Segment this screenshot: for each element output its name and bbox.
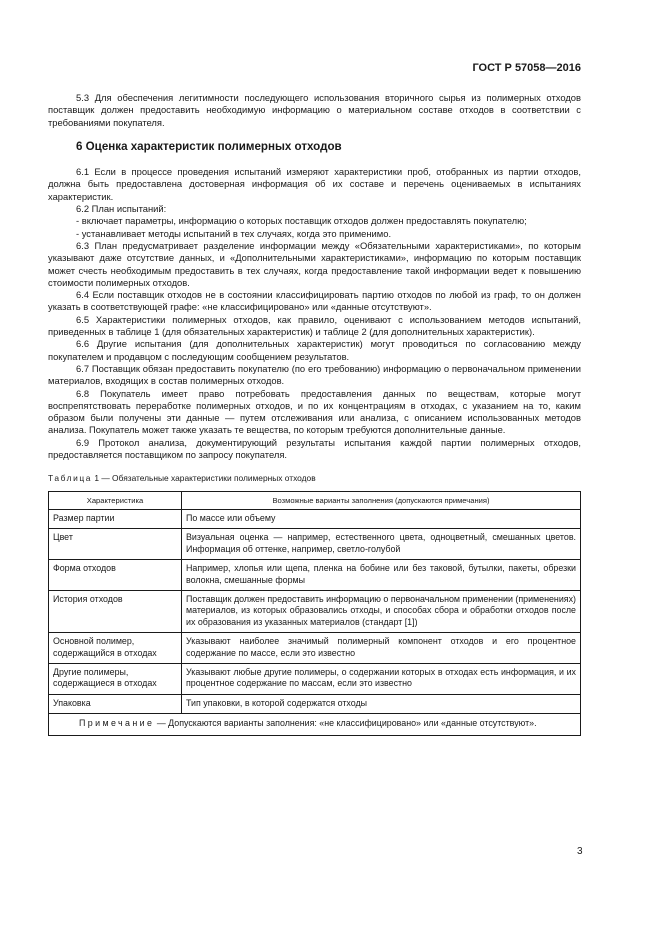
paragraph-6-6: 6.6 Другие испытания (для дополнительных характеристик) могут проводиться по согласованию между покупателем и продавцом с последующим сообщением результатов.: [48, 338, 581, 362]
table-row: [49, 529, 581, 560]
table-caption-text: 1 — Обязательные характеристики полимерных отходов: [94, 473, 316, 484]
table-cell-characteristic: Цвет: [49, 529, 182, 560]
paragraph-6-3: 6.3 План предусматривает разделение информации между «Обязательными характеристиками», по которым указывают даже отсутствие данных, и «Дополнительными характеристиками», информацию по которым поставщик может счесть необходимым предоставить в тех случаях, когда предоставление такой информации ведет к повышению стоимости полимерных отходов.: [48, 239, 581, 288]
table-cell-characteristic: Основной полимер, содержащийся в отходах: [49, 633, 182, 664]
page-number: 3: [577, 846, 583, 857]
table-cell-options: Поставщик должен предоставить информацию о первоначальном применении (применениях) материалов, из которых образовались отходы, и способах сбора и обработки отходов после их образования из указанных материалов (стандарт [1]): [182, 591, 581, 633]
table-note-text: — Допускаются варианты заполнения: «не классифицировано» или «данные отсутствуют».: [154, 718, 537, 729]
table-cell-options: Указывают любые другие полимеры, о содержании которых в отходах есть информация, и их процентное содержание по массам, если это известно: [182, 664, 581, 695]
paragraph-6-4: 6.4 Если поставщик отходов не в состоянии классифицировать партию отходов по любой из граф, то он должен указать в соответствующей графе: «не классифицировано» или «данные отсутствуют».: [48, 289, 581, 313]
table-row: [49, 633, 581, 664]
table-note-label: Примечание: [79, 718, 155, 729]
table-row: [49, 694, 581, 713]
table-note-row: [49, 714, 581, 735]
characteristics-table: [48, 491, 581, 736]
list-item: - устанавливает методы испытаний в тех случаях, когда это применимо.: [76, 227, 392, 239]
paragraph-5-3: 5.3 Для обеспечения легитимности последующего использования вторичного сырья из полимерных отходов поставщик должен предоставить необходимую информацию о материальном составе отходов в соответствии с требованиями покупателя.: [48, 92, 581, 128]
document-body: [48, 92, 581, 736]
table-row: [49, 510, 581, 529]
table-cell-options: Визуальная оценка — например, естественного цвета, одноцветный, смешанных цветов. Информация об оттенке, например, светло-голубой: [182, 529, 581, 560]
table-caption-label: Таблица: [48, 473, 93, 484]
table-header-row: [49, 491, 581, 509]
paragraph-6-8: 6.8 Покупатель имеет право потребовать предоставления данных по веществам, которые могут воспрепятствовать переработке полимерных отходов, и по их концентрациям в отходах, с указанием на то, каким образом были получены эти данные — путем отслеживания или анализа, с описанием использованных методов анализа. Покупатель может также указать те вещества, по которым требуются дополнительные данные.: [48, 387, 581, 436]
document-header: ГОСТ Р 57058—2016: [472, 62, 581, 74]
paragraph-6-2: 6.2 План испытаний:: [76, 203, 167, 215]
table-row: [49, 664, 581, 695]
table-row: [49, 560, 581, 591]
table-caption: [48, 472, 581, 484]
list-item: - включает параметры, информацию о которых поставщик отходов должен предоставлять покупателю;: [76, 215, 527, 227]
table-cell-characteristic: Упаковка: [49, 694, 182, 713]
paragraph-6-7: 6.7 Поставщик обязан предоставить покупателю (по его требованию) информацию о первоначальном применении материалов, входящих в состав полимерных отходов.: [48, 362, 581, 387]
table-cell-characteristic: Форма отходов: [49, 560, 182, 591]
table-cell-options: Указывают наиболее значимый полимерный компонент отходов и его процентное содержание по массе, если это известно: [182, 633, 581, 664]
section-title: 6 Оценка характеристик полимерных отходов: [76, 139, 342, 153]
table-cell-options: Например, хлопья или щепа, пленка на бобине или без таковой, бутылки, пакеты, обрезки волокна, смешанные формы: [182, 560, 581, 591]
table-row: [49, 591, 581, 633]
table-cell-characteristic: Размер партии: [49, 510, 182, 529]
table-cell-options: Тип упаковки, в которой содержатся отходы: [182, 694, 581, 713]
table-cell-characteristic: Другие полимеры, содержащиеся в отходах: [49, 664, 182, 695]
column-header-options: Возможные варианты заполнения (допускаются примечания): [182, 491, 581, 509]
table-cell-options: По массе или объему: [182, 510, 581, 529]
paragraph-6-9: 6.9 Протокол анализа, документирующий результаты испытания каждой партии полимерных отходов, предоставляется поставщиком по запросу покупателя.: [48, 436, 581, 461]
paragraph-6-1: 6.1 Если в процессе проведения испытаний измеряют характеристики проб, отобранных из партии отходов, должна быть предоставлена достоверная информация об их составе и перечень оцениваемых в испытаниях характеристик.: [48, 166, 581, 202]
column-header-characteristic: Характеристика: [49, 491, 182, 509]
table-note: [49, 714, 581, 735]
paragraph-6-5: 6.5 Характеристики полимерных отходов, как правило, оценивают с использованием методов испытаний, приведенных в таблице 1 (для обязательных характеристик) и таблице 2 (для дополнительных характеристик).: [48, 313, 581, 338]
table-cell-characteristic: История отходов: [49, 591, 182, 633]
